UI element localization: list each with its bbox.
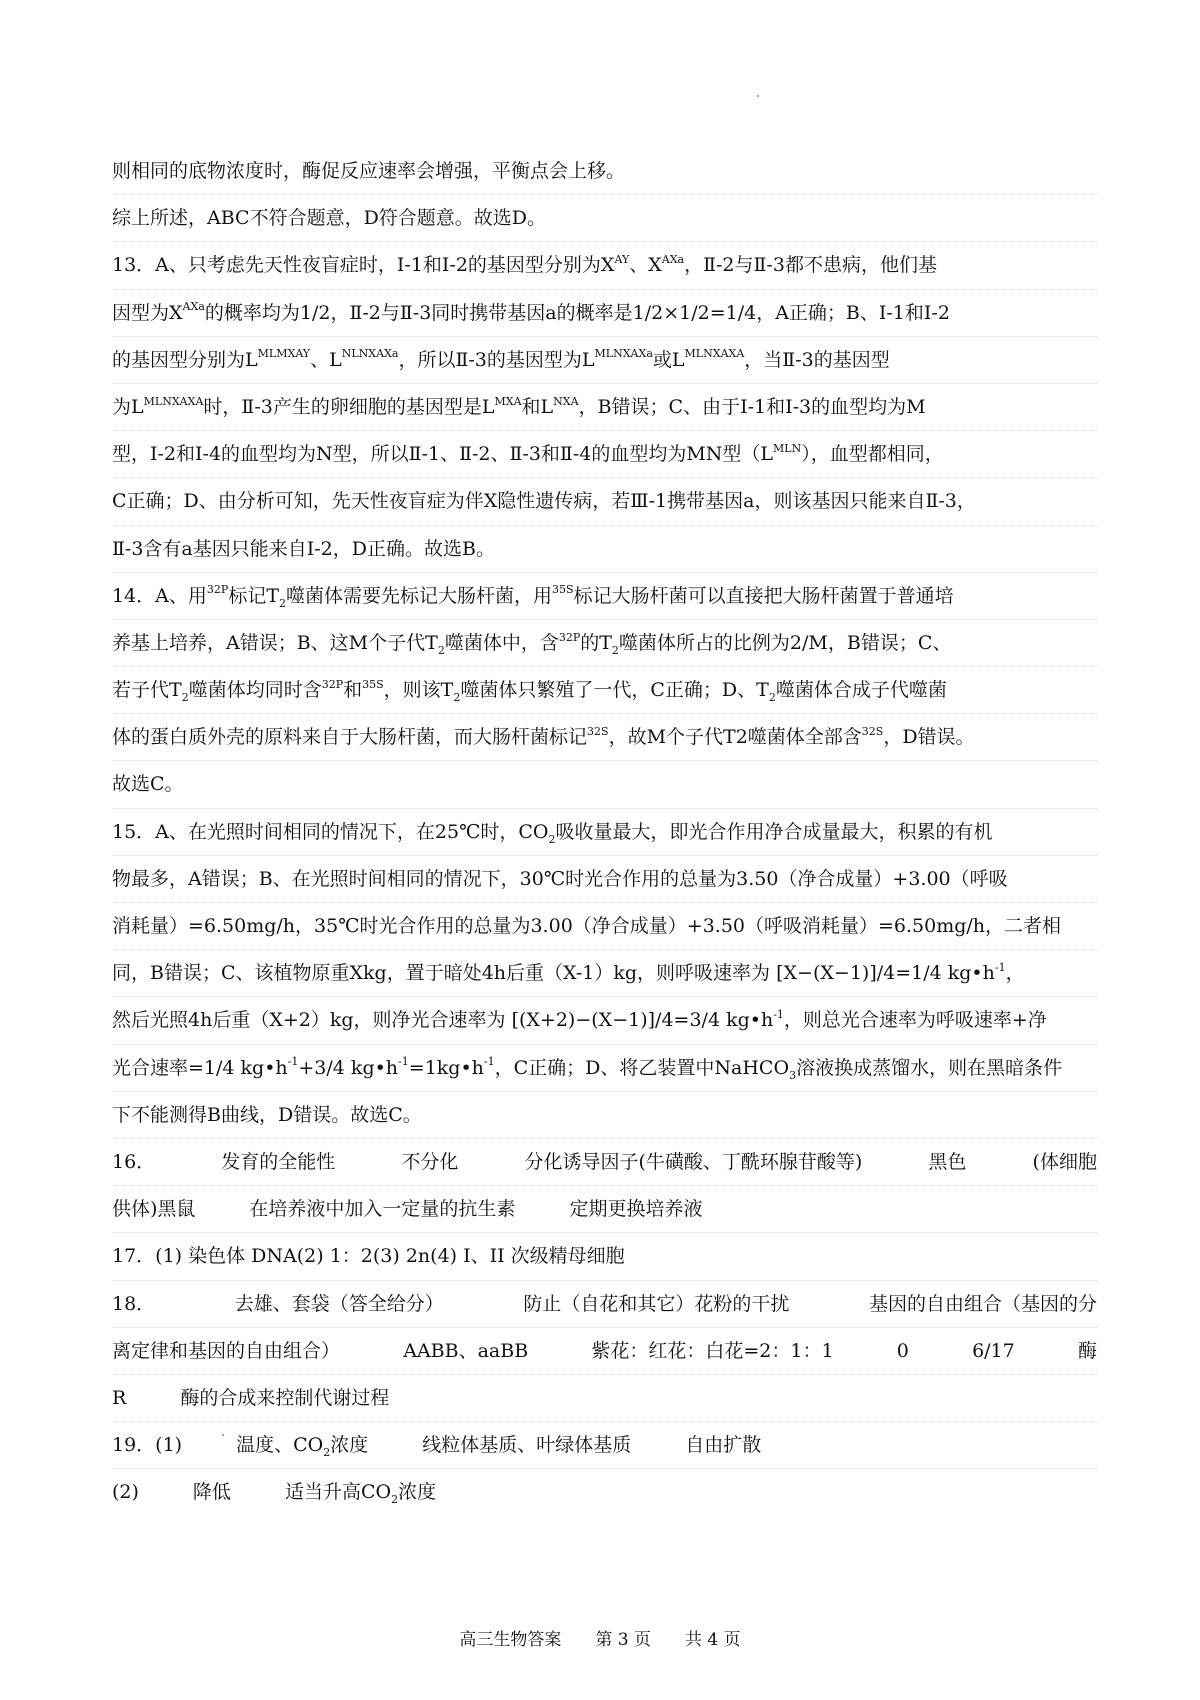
q18-row-1 bbox=[112, 1281, 1097, 1328]
answer-line: 消耗量）=6.50mg/h，35℃时光合作用的总量为3.00（净合成量）+3.50（呼吸消耗量）=6.50mg/h，二者相 bbox=[112, 903, 1097, 950]
q18-answer-8: 酶 bbox=[1077, 1339, 1097, 1362]
q18-row-2 bbox=[112, 1328, 1097, 1375]
q19-row-1 bbox=[112, 1422, 1097, 1469]
answer-line: 若子代$T_2$噬菌体均同时含$^{32P}$和$^{35S}$，则该$T_2$噬菌体只繁殖了一代，C正确；D、$T_2$噬菌体合成子代噬菌 bbox=[112, 667, 1097, 714]
answer-line: 下不能测得B曲线，D错误。故选C。 bbox=[112, 1092, 1097, 1139]
q16-answer-3: 分化诱导因子(牛磺酸、丁酰环腺苷酸等) bbox=[524, 1150, 863, 1173]
q16-answer-7: 定期更换培养液 bbox=[569, 1198, 703, 1221]
answer-line: 然后光照4h后重（X+2）kg，则净光合速率为 [(X+2)−(X−1)]/4=3/4 $kg•h^{-1}$，则总光合速率为呼吸速率+净 bbox=[112, 997, 1097, 1044]
answer-line: 的基因型分别为$L^{MLMXAY}$、$L^{NLNXAXa}$，所以Ⅱ-3的基因型为$L^{MLNXAXa}$或$L^{MLNXAXA}$，当Ⅱ-3的基因型 bbox=[112, 337, 1097, 384]
q16-answer-1: 发育的全能性 bbox=[221, 1150, 336, 1173]
q18-answer-1: 去雄、套袋（答全给分） bbox=[234, 1292, 444, 1315]
answer-line: 为$L^{MLNXAXA}$时，Ⅱ-3产生的卵细胞的基因型是$L^{MXA}$和$L^{NXA}$，B错误；C、由于I-1和I-3的血型均为M bbox=[112, 384, 1097, 431]
answer-line: 14．A、用$^{32P}$标记$T_2$噬菌体需要先标记大肠杆菌，用$^{35S}$标记大肠杆菌可以直接把大肠杆菌置于普通培 bbox=[112, 573, 1097, 620]
q16-answer-5-cont: 供体)黑鼠 bbox=[112, 1198, 196, 1221]
q18-answer-6: 0 bbox=[896, 1339, 909, 1362]
q19-row-2 bbox=[112, 1469, 1097, 1516]
footer-total-pages: 共 4 页 bbox=[685, 1630, 741, 1650]
answer-line: 因型为$X^{AXa}$的概率均为1/2，Ⅱ-2与Ⅱ-3同时携带基因a的概率是1/2×1/2=1/4，A正确；B、Ⅰ-1和Ⅰ-2 bbox=[112, 290, 1097, 337]
q19-answer-1: 温度、$CO_2$浓度 bbox=[236, 1434, 369, 1459]
answer-line: 光合速率=1/4 $kg•h^{-1}+3/4$ $kg•h^{-1}=1kg•h^{-1}$，C正确；D、将乙装置中NaHCO$_3$溶液换成蒸馏水，则在黑暗条件 bbox=[112, 1045, 1097, 1092]
footer-page-number: 第 3 页 bbox=[595, 1630, 651, 1650]
q18-number: 18． bbox=[112, 1292, 156, 1315]
q16-answer-6: 在培养液中加入一定量的抗生素 bbox=[249, 1198, 516, 1221]
answer-line: 故选C。 bbox=[112, 761, 1097, 808]
q18-answer-2: 防止（自花和其它）花粉的干扰 bbox=[523, 1292, 790, 1315]
answer-line: C正确；D、由分析可知，先天性夜盲症为伴X隐性遗传病，若Ⅲ-1携带基因a，则该基因只能来自Ⅱ-3， bbox=[112, 478, 1097, 525]
q17-line: 17．(1) 染色体 DNA(2) 1：2(3) 2n(4) I、II 次级精母细胞 bbox=[112, 1233, 1097, 1280]
q19-answer-5: 适当升高$CO_2$浓度 bbox=[284, 1481, 437, 1507]
answer-line: 则相同的底物浓度时，酶促反应速率会增强，平衡点会上移。 bbox=[112, 148, 1097, 195]
answer-line: 型，I-2和I-4的血型均为N型，所以Ⅱ-1、Ⅱ-2、Ⅱ-3和Ⅱ-4的血型均为MN型$(L^{MLN})$，血型都相同， bbox=[112, 431, 1097, 478]
answer-content bbox=[112, 148, 1097, 1516]
q18-answer-3: 基因的自由组合（基因的分 bbox=[868, 1292, 1097, 1315]
q19-part-2-label: (2) bbox=[112, 1481, 139, 1504]
answer-line: 养基上培养，A错误；B、这M个子代$T_2$噬菌体中，含$^{32P}$的$T_2$噬菌体所占的比例为2/M，B错误；C、 bbox=[112, 620, 1097, 667]
q16-number: 16． bbox=[112, 1150, 156, 1173]
answer-line: 物最多，A错误；B、在光照时间相同的情况下，30℃时光合作用的总量为3.50（净合成量）+3.00（呼吸 bbox=[112, 856, 1097, 903]
q16-answer-2: 不分化 bbox=[401, 1150, 459, 1173]
q18-answer-4: AABB、aaBB bbox=[403, 1339, 529, 1362]
q18-answer-3-cont: 离定律和基因的自由组合） bbox=[112, 1339, 341, 1362]
q19-answer-3: 自由扩散 bbox=[685, 1434, 762, 1457]
q18-answer-7: 6/17 bbox=[972, 1339, 1015, 1362]
q18-row-3 bbox=[112, 1375, 1097, 1422]
answer-line: 13．A、只考虑先天性夜盲症时，Ⅰ-1和Ⅰ-2的基因型分别为$X^{AY}$、$X^{AXa}$，Ⅱ-2与Ⅱ-3都不患病，他们基 bbox=[112, 242, 1097, 289]
q16-row-2 bbox=[112, 1186, 1097, 1233]
answer-line: 同，B错误；C、该植物原重Xkg，置于暗处4h后重（X-1）kg，则呼吸速率为 [X−(X−1)]/4=1/4 $kg•h^{-1}$， bbox=[112, 950, 1097, 997]
q16-row-1 bbox=[112, 1139, 1097, 1186]
q19-answer-4: 降低 bbox=[192, 1481, 231, 1504]
q19-part-1-label: 19．(1) bbox=[112, 1434, 183, 1457]
q19-answer-2: 线粒体基质、叶绿体基质 bbox=[422, 1434, 632, 1457]
answer-line: 综上所述，ABC不符合题意，D符合题意。故选D。 bbox=[112, 195, 1097, 242]
q16-answer-5: (体细胞 bbox=[1032, 1150, 1097, 1173]
q18-answer-8-tail: 酶的合成来控制代谢过程 bbox=[180, 1386, 390, 1409]
page-footer bbox=[0, 1625, 1200, 1650]
scan-speck bbox=[757, 95, 759, 97]
answer-line: Ⅱ-3含有a基因只能来自Ⅰ-2，D正确。故选B。 bbox=[112, 526, 1097, 573]
q16-answer-4: 黑色 bbox=[928, 1150, 967, 1173]
answer-paragraphs bbox=[112, 148, 1097, 1139]
footer-subject: 高三生物答案 bbox=[459, 1630, 562, 1650]
q18-answer-8-cont: R bbox=[112, 1386, 127, 1409]
answer-line: 体的蛋白质外壳的原料来自于大肠杆菌，而大肠杆菌标记$^{32S}$，故M个子代T2噬菌体全部含$^{32S}$，D错误。 bbox=[112, 714, 1097, 761]
q18-answer-5: 紫花：红花：白花=2：1：1 bbox=[591, 1339, 834, 1362]
answer-line: 15．A、在光照时间相同的情况下，在25℃时，$CO_2$吸收量最大，即光合作用净合成量最大，积累的有机 bbox=[112, 809, 1097, 856]
